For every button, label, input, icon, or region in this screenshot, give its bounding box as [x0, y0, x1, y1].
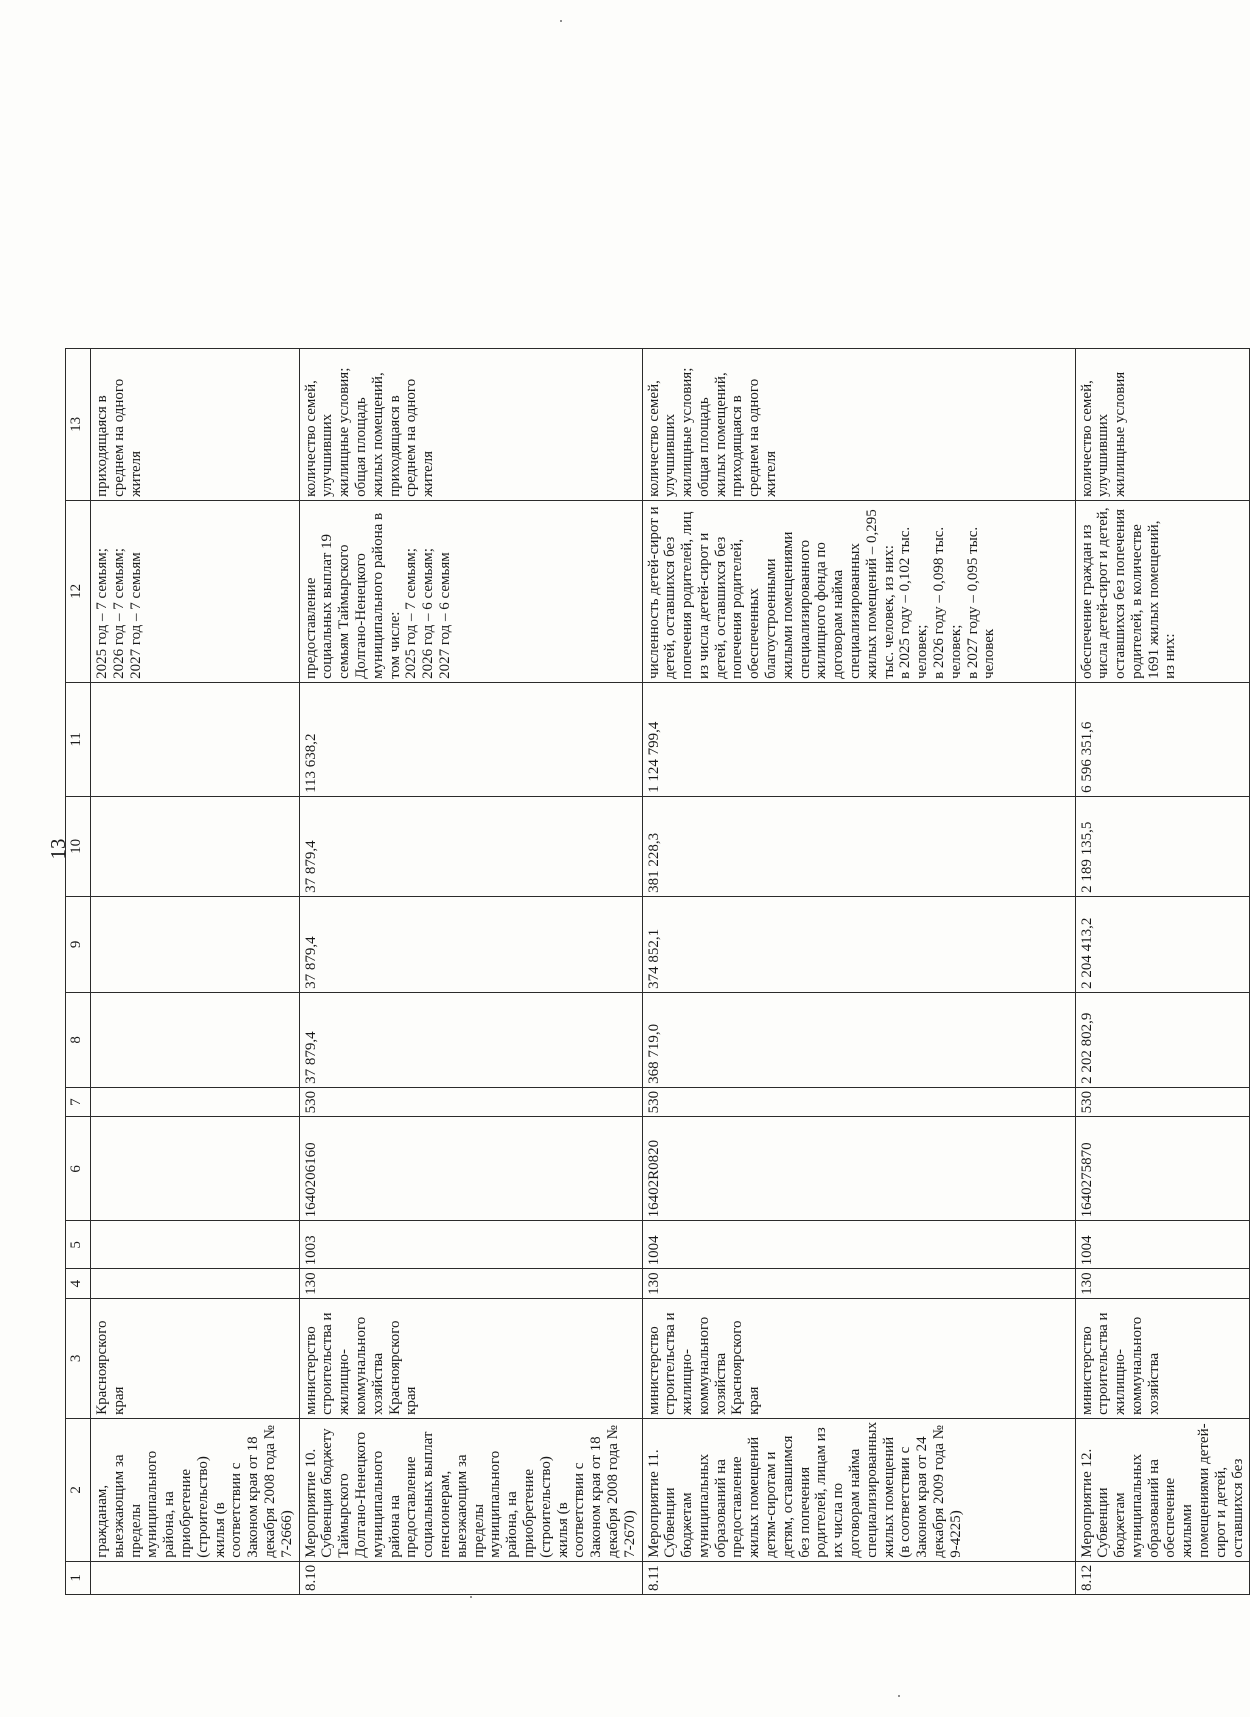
header-cell: 9 [66, 896, 91, 992]
responsible-body: министерство строительства и жилищно-коммунального хозяйства [1075, 1298, 1250, 1418]
amount-2025: 37 879,4 [299, 992, 642, 1087]
code-target: 1640275870 [1075, 1117, 1250, 1221]
activity-name: гражданам, выезжающим за пределы муниципального района, на приобретение (строительство) жилья (в соответствии с Законом края от 18 декабря 2008 года № 7-2666) [91, 1418, 300, 1561]
indicator: количество семей, улучшивших жилищные условия; общая площадь жилых помещений, приходящаяся в среднем на одного жителя [299, 348, 642, 500]
code-grbs: 130 [299, 1269, 642, 1299]
code-section: 1004 [1075, 1221, 1250, 1269]
code-grbs [91, 1269, 300, 1299]
header-cell: 4 [66, 1269, 91, 1299]
expected-result: обеспечение граждан из числа детей-сирот и детей, оставшихся без попечения родителей, в количестве 1691 жилых помещений, из них: [1075, 500, 1250, 682]
indicator: количество семей, улучшивших жилищные условия; общая площадь жилых помещений, приходящаяся в среднем на одного жителя [642, 348, 1075, 500]
row-number: 8.10 [299, 1561, 642, 1594]
header-cell: 3 [66, 1298, 91, 1418]
amount-2025: 368 719,0 [642, 992, 1075, 1087]
amount-2027 [91, 796, 300, 896]
amount-2027: 381 228,3 [642, 796, 1075, 896]
expected-result: предоставление социальных выплат 19 семьям Таймырского Долгано-Ненецкого муниципального района в том числе: 2025 год – 7 семьям; 2026 год – 6 семьям; 2027 год – 6 семьям [299, 500, 642, 682]
table-row [1075, 348, 1250, 1594]
code-section: 1004 [642, 1221, 1075, 1269]
header-cell: 10 [66, 796, 91, 896]
amount-total: 1 124 799,4 [642, 682, 1075, 796]
row-number [91, 1561, 300, 1594]
header-row [66, 348, 91, 1594]
activity-name: Мероприятие 11. Субвенции бюджетам муниципальных образований на предоставление жилых помещений детям-сиротам и детям, оставшимся без попечения родителей, лицам из их числа по договорам найма специализированных жилых помещений (в соответствии с Законом края от 24 декабря 2009 года № 9-4225) [642, 1418, 1075, 1561]
header-cell: 12 [66, 500, 91, 682]
code-grbs: 130 [1075, 1269, 1250, 1299]
row-number: 8.11 [642, 1561, 1075, 1594]
header-cell: 5 [66, 1221, 91, 1269]
program-table [65, 348, 1250, 1595]
code-target: 1640206160 [299, 1117, 642, 1221]
amount-2027: 37 879,4 [299, 796, 642, 896]
activity-name: Мероприятие 10. Субвенция бюджету Таймырского Долгано-Ненецкого муниципального района на предоставление социальных выплат пенсионерам, выезжающим за пределы муниципального района, на приобретение (строительство) жилья (в соответствии с Законом края от 18 декабря 2008 года № 7-2670) [299, 1418, 642, 1561]
code-expense-type: 530 [1075, 1087, 1250, 1117]
amount-2025 [91, 992, 300, 1087]
code-target [91, 1117, 300, 1221]
expected-result: численность детей-сирот и детей, оставшихся без попечения родителей, лиц из числа детей-сирот и детей, оставшихся без попечения родителей, обеспеченных благоустроенными жилыми помещениями специализированного жилищного фонда по договорам найма специализированных жилых помещений – 0,295 тыс. человек, из них: в 2025 году – 0,102 тыс. человек; в 2026 году – 0,098 тыс. человек; в 2027 году – 0,095 тыс. человек [642, 500, 1075, 682]
header-cell: 7 [66, 1087, 91, 1117]
indicator: приходящаяся в среднем на одного жителя [91, 348, 300, 500]
code-target: 16402R0820 [642, 1117, 1075, 1221]
page-number: 13 [46, 838, 70, 860]
amount-2026 [91, 896, 300, 992]
amount-total [91, 682, 300, 796]
table-row [91, 348, 300, 1594]
code-section: 1003 [299, 1221, 642, 1269]
expected-result: 2025 год – 7 семьям; 2026 год – 7 семьям; 2027 год – 7 семьям [91, 500, 300, 682]
amount-2026: 374 852,1 [642, 896, 1075, 992]
amount-2026: 2 204 413,2 [1075, 896, 1250, 992]
header-cell: 8 [66, 992, 91, 1087]
amount-2026: 37 879,4 [299, 896, 642, 992]
scan-dot [470, 1596, 472, 1598]
amount-2025: 2 202 802,9 [1075, 992, 1250, 1087]
amount-2027: 2 189 135,5 [1075, 796, 1250, 896]
indicator: количество семей, улучшивших жилищные условия [1075, 348, 1250, 500]
table-row [299, 348, 642, 1594]
header-cell: 1 [66, 1561, 91, 1594]
code-section [91, 1221, 300, 1269]
amount-total: 6 596 351,6 [1075, 682, 1250, 796]
code-expense-type: 530 [299, 1087, 642, 1117]
code-expense-type: 530 [642, 1087, 1075, 1117]
scan-dot [898, 1695, 900, 1697]
amount-total: 113 638,2 [299, 682, 642, 796]
header-cell: 13 [66, 348, 91, 500]
row-number: 8.12 [1075, 1561, 1250, 1594]
header-cell: 11 [66, 682, 91, 796]
code-expense-type [91, 1087, 300, 1117]
table-row [642, 348, 1075, 1594]
responsible-body: министерство строительства и жилищно-коммунального хозяйства Красноярского края [299, 1298, 642, 1418]
header-cell: 2 [66, 1418, 91, 1561]
responsible-body: министерство строительства и жилищно-коммунального хозяйства Красноярского края [642, 1298, 1075, 1418]
code-grbs: 130 [642, 1269, 1075, 1299]
header-cell: 6 [66, 1117, 91, 1221]
responsible-body: Красноярского края [91, 1298, 300, 1418]
scan-dot [560, 20, 562, 22]
activity-name: Мероприятие 12. Субвенции бюджетам муниципальных образований на обеспечение жилыми помещениями детей-сирот и детей, оставшихся без [1075, 1418, 1250, 1561]
